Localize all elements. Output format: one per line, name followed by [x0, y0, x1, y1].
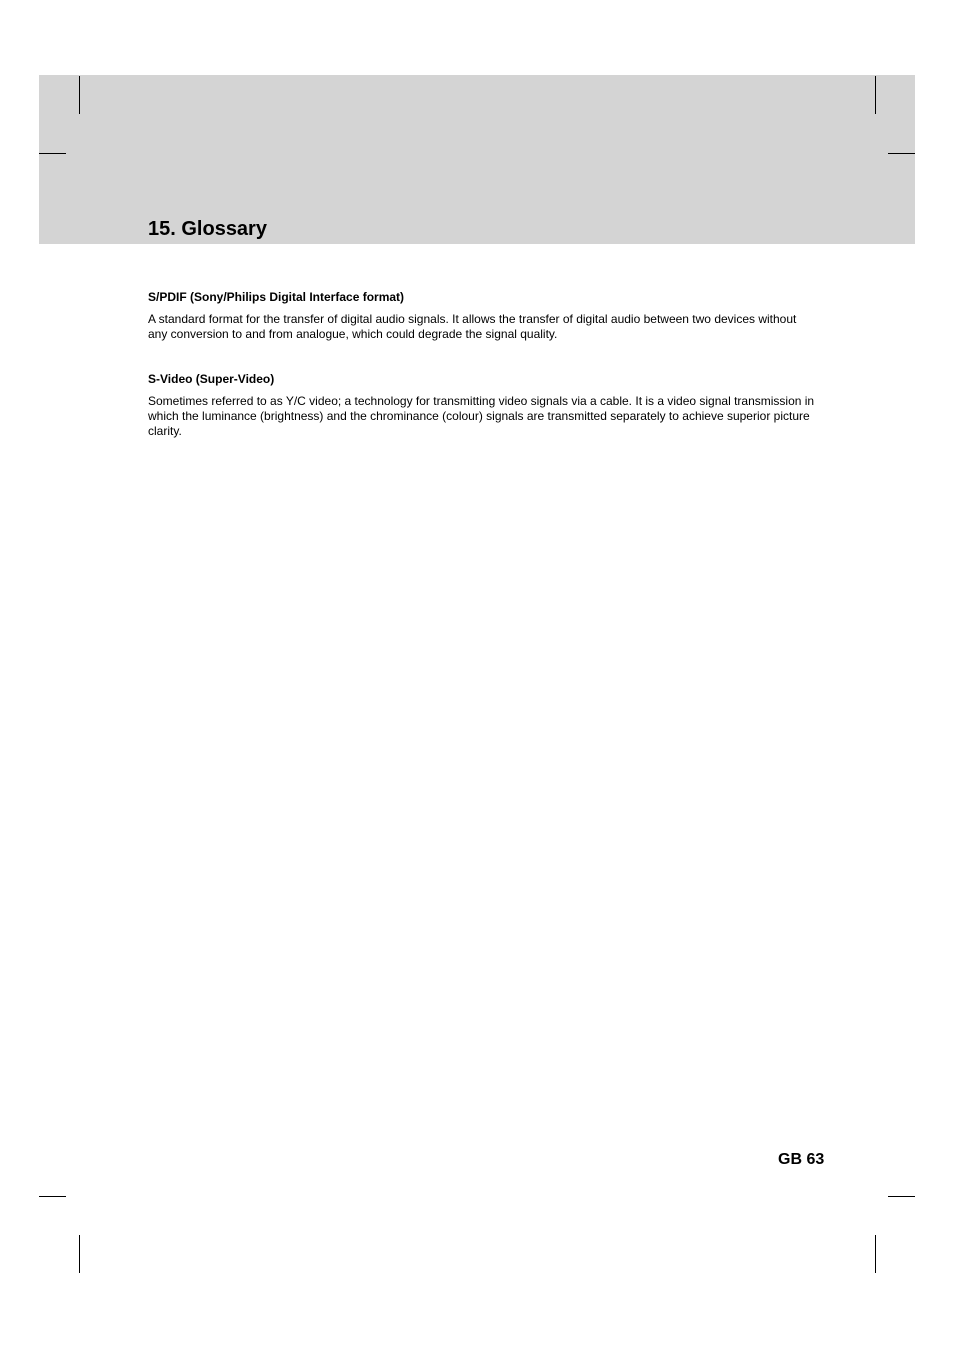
crop-mark-bottom-left-horizontal [39, 1196, 66, 1197]
glossary-content [148, 290, 818, 469]
page-number: GB 63 [778, 1151, 825, 1168]
glossary-term: S-Video (Super-Video) [148, 372, 275, 386]
crop-mark-top-right-horizontal [888, 153, 915, 154]
crop-mark-top-right-vertical [875, 76, 876, 114]
crop-mark-top-left-vertical [79, 76, 80, 114]
glossary-definition: A standard format for the transfer of digital audio signals. It allows the transfer of digital audio between two devices without any conversion to and from analogue, which could degrade the signal quality. [148, 312, 797, 341]
crop-mark-bottom-right-vertical [875, 1235, 876, 1273]
page-title: 15. Glossary [148, 218, 267, 240]
glossary-term: S/PDIF (Sony/Philips Digital Interface format) [148, 290, 405, 304]
glossary-entry-spdif [148, 290, 818, 342]
crop-mark-bottom-right-horizontal [888, 1196, 915, 1197]
crop-mark-top-left-horizontal [39, 153, 66, 154]
glossary-entry-s-video [148, 372, 818, 439]
crop-mark-bottom-left-vertical [79, 1235, 80, 1273]
glossary-definition: Sometimes referred to as Y/C video; a technology for transmitting video signals via a cable. It is a video signal transmission in which the luminance (brightness) and the chrominance (colour) signals are transmitted separately to achieve superior picture clarity. [148, 394, 815, 438]
